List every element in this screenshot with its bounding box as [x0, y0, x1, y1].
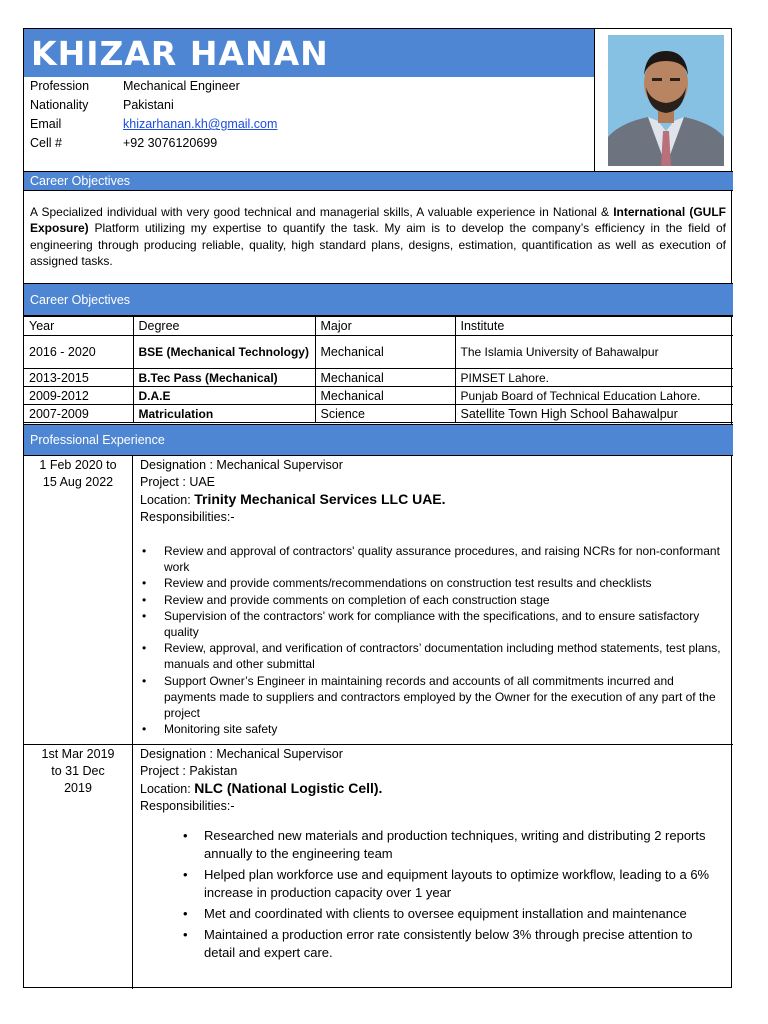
list-item: • Supervision of the contractors' work for compliance with the specifications, and to ensure satisfactory quality [24, 608, 725, 640]
edu-degree: BSE (Mechanical Technology) [133, 336, 315, 369]
education-table [24, 316, 733, 423]
edu-institute: PIMSET Lahore. [455, 369, 733, 387]
info-label: Cell # [30, 136, 62, 150]
email-value [123, 117, 277, 136]
edu-degree: B.Tec Pass (Mechanical) [133, 369, 315, 387]
table-row [24, 387, 733, 405]
info-label: Nationality [30, 98, 89, 112]
list-item: • Maintained a production error rate consistently below 3% through precise attention to detail and expert care. [140, 926, 725, 962]
experience-details [140, 457, 725, 737]
responsibilities-list [140, 827, 725, 962]
experience-dates [24, 745, 132, 797]
project: Project : Pakistan [140, 764, 238, 778]
column-divider [132, 745, 133, 989]
objective-text-part: A Specialized individual with very good technical and managerial skills, A valuable experience in National & [30, 205, 614, 219]
profile-photo [608, 35, 724, 166]
list-item: • Review and provide comments on completion of each construction stage [24, 592, 725, 608]
info-row-email [30, 117, 277, 136]
info-label: Profession [30, 79, 90, 93]
education-heading: Career Objectives [24, 283, 733, 316]
project: Project : UAE [140, 475, 216, 489]
personal-info [30, 79, 277, 155]
list-item: • Monitoring site safety [24, 721, 725, 737]
column-header: Degree [133, 317, 315, 336]
location-label: Location: [140, 782, 195, 796]
location [140, 780, 725, 798]
objective-text [30, 204, 726, 269]
date-line: 1st Mar 2019 [41, 747, 115, 761]
objective-heading: Career Objectives [24, 172, 733, 191]
info-row-profession [30, 79, 277, 98]
edu-major: Mechanical [315, 336, 455, 369]
table-row [24, 405, 733, 423]
experience-dates [24, 456, 132, 491]
edu-major: Science [315, 405, 455, 423]
objective-text-part: Platform utilizing my expertise to quantify the task. My aim is to develop the company’s efficiency in the field of engineering through producing reliable, quality, high standard plans, designs, estimation, quantification as well as execution of assigned tasks. [30, 221, 726, 268]
edu-major: Mechanical [315, 369, 455, 387]
responsibilities-list [24, 543, 725, 737]
edu-institute: Satellite Town High School Bahawalpur [455, 405, 733, 423]
date-line: 2019 [64, 781, 92, 795]
edu-year: 2009-2012 [24, 387, 133, 405]
location-value: NLC (National Logistic Cell). [194, 780, 383, 796]
info-row-cell [30, 136, 277, 155]
info-value: Mechanical Engineer [123, 79, 240, 93]
email-link[interactable]: khizarhanan.kh@gmail.com [123, 117, 278, 131]
experience-heading: Professional Experience [24, 424, 733, 456]
info-value: Pakistani [123, 98, 174, 112]
photo-cell [594, 29, 733, 172]
edu-year: 2007-2009 [24, 405, 133, 423]
resume-header [24, 29, 733, 172]
experience-entry [24, 744, 733, 989]
designation: Designation : Mechanical Supervisor [140, 747, 343, 761]
edu-institute: Punjab Board of Technical Education Lahore. [455, 387, 733, 405]
edu-major: Mechanical [315, 387, 455, 405]
experience-details [140, 746, 725, 965]
info-value: +92 3076120699 [123, 136, 218, 150]
responsibilities-label: Responsibilities:- [140, 510, 235, 524]
date-line: 1 Feb 2020 to [39, 458, 117, 472]
info-label: Email [30, 117, 62, 131]
edu-degree: Matriculation [133, 405, 315, 423]
location [140, 491, 725, 509]
objective-text-bold: International (GULF Exposure) [30, 205, 726, 236]
profile-photo-graphic [608, 35, 724, 166]
candidate-name: KHIZAR HANAN [24, 29, 594, 77]
table-header-row [24, 317, 733, 336]
list-item: • Met and coordinated with clients to oversee equipment installation and maintenance [140, 905, 725, 923]
list-item: • Helped plan workforce use and equipment layouts to optimize workflow, leading to a 6% increase in production capacity over 1 year [140, 866, 725, 902]
designation: Designation : Mechanical Supervisor [140, 458, 343, 472]
location-value: Trinity Mechanical Services LLC UAE. [194, 491, 446, 507]
column-header: Major [315, 317, 455, 336]
edu-degree: D.A.E [133, 387, 315, 405]
edu-year: 2016 - 2020 [24, 336, 133, 369]
edu-institute: The Islamia University of Bahawalpur [455, 336, 733, 369]
list-item: • Review and provide comments/recommendations on construction test results and checklists [24, 575, 725, 591]
list-item: • Support Owner’s Engineer in maintaining records and accounts of all commitments incurred and payments made to suppliers and contractors employed by the Owner for the execution of any part of the project [24, 673, 725, 722]
experience-entry [24, 456, 733, 745]
resume-page [23, 28, 732, 988]
list-item: • Review, approval, and verification of contractors’ documentation including method statements, test plans, manuals and other submittal [24, 640, 725, 672]
list-item: • Researched new materials and production techniques, writing and distributing 2 reports annually to the engineering team [140, 827, 725, 863]
table-row [24, 336, 733, 369]
responsibilities-label: Responsibilities:- [140, 799, 235, 813]
list-item: • Review and approval of contractors' quality assurance procedures, and raising NCRs for non-conformant work [24, 543, 725, 575]
table-row [24, 369, 733, 387]
column-header: Year [24, 317, 133, 336]
column-header: Institute [455, 317, 733, 336]
location-label: Location: [140, 493, 195, 507]
edu-year: 2013-2015 [24, 369, 133, 387]
date-line: to 31 Dec [51, 764, 105, 778]
info-row-nationality [30, 98, 277, 117]
date-line: 15 Aug 2022 [42, 475, 114, 489]
